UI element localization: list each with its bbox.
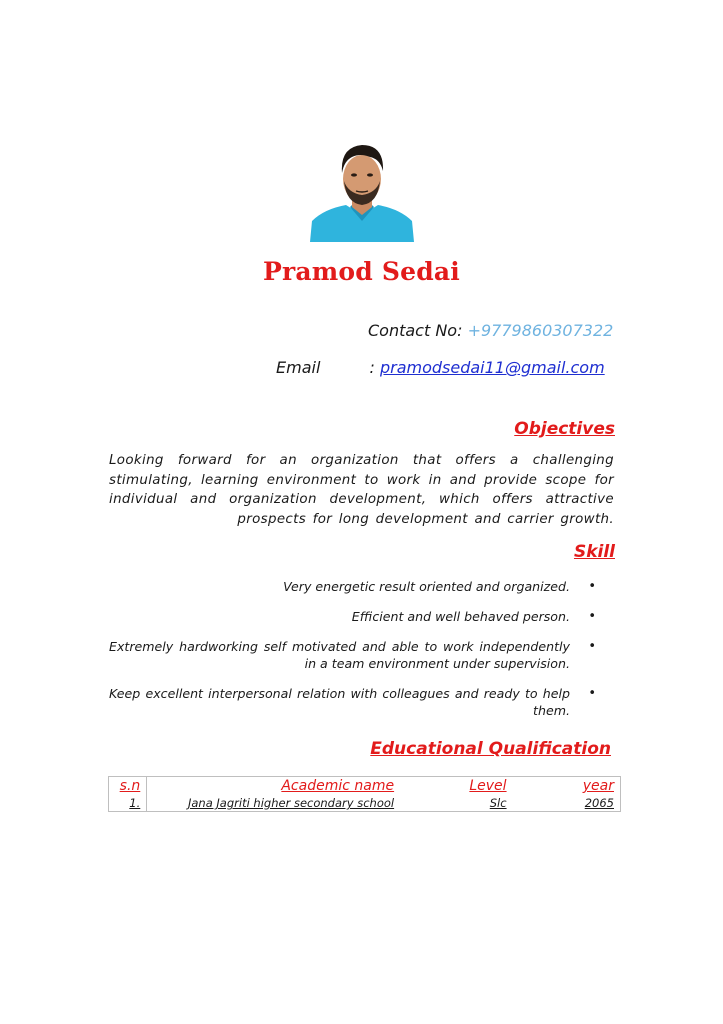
column-header-sn: s.n [109,777,147,796]
skill-text: Extremely hardworking self motivated and able to work independently in a team environment under supervision. [109,639,570,671]
candidate-name [0,257,723,286]
email-link[interactable]: pramodsedai11@gmail.com [379,358,605,377]
skill-text: Efficient and well behaved person. [351,609,570,624]
email-separator: : [369,358,375,377]
objectives-text: Looking forward for an organization that offers a challenging stimulating, learning environment to work in and provide scope for individual and organization development, which offers attractive prospects for long development and carrier growth. [109,453,614,527]
email-label: Email [276,358,321,377]
bullet-icon: • [588,639,596,654]
bullet-icon: • [588,686,596,701]
contact-label: Contact No: [368,321,463,340]
education-heading: Educational Qualification [370,739,611,759]
skill-list [109,578,614,732]
skill-heading: Skill [573,542,615,562]
skill-text: Keep excellent interpersonal relation with colleagues and ready to help them. [109,686,570,718]
education-table [108,776,621,812]
column-header-academic-name: Academic name [147,777,400,796]
skill-item [109,638,614,672]
profile-photo-image [310,137,414,242]
skill-text: Very energetic result oriented and organized. [283,579,570,594]
cell-level: Slc [400,795,512,812]
column-header-year: year [513,777,621,796]
table-header-row [109,777,621,796]
bullet-icon: • [588,609,596,624]
phone-number: +9779860307322 [467,321,614,340]
cell-sn: 1. [109,795,147,812]
skill-item [109,685,614,719]
cell-year: 2065 [513,795,621,812]
skill-item [109,608,614,625]
cell-academic-name: Jana Jagriti higher secondary school [147,795,400,812]
column-header-level: Level [400,777,512,796]
candidate-name-text: Pramod Sedai [262,257,461,286]
profile-photo [310,137,414,242]
objectives-heading: Objectives [514,419,615,439]
skill-item [109,578,614,595]
email-row [276,358,605,377]
bullet-icon: • [588,579,596,594]
contact-number-row [368,321,613,340]
table-row [109,795,621,812]
